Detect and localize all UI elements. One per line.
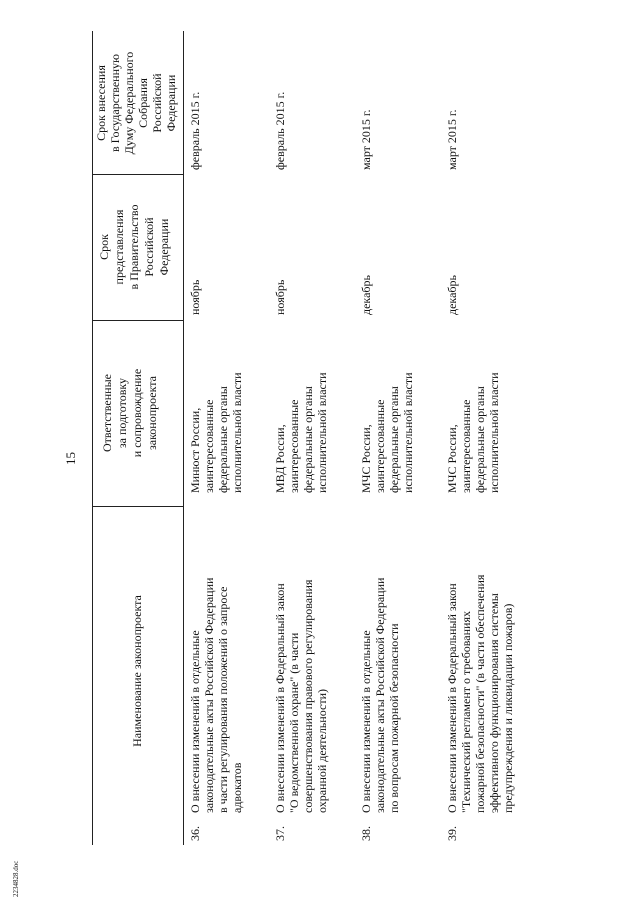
- bill-title: О внесении изменений в отдельные законодательные акты Российской Федерации по вопросам пожарной безопасности: [359, 577, 401, 813]
- header-name: Наименование законопроекта: [130, 595, 144, 747]
- responsible-bodies: МЧС России, заинтересованные федеральные органы исполнительной власти: [445, 372, 501, 493]
- row-number: 39.: [445, 826, 459, 841]
- bill-title: О внесении изменений в Федеральный закон "Технический регламент о требованиях пожарной безопасности" (в части обеспечения эффективного функционирования системы предупреждения и ликвидации пожаров): [445, 574, 515, 813]
- header-gov-deadline: Срок представления в Правительство Российской Федерации: [97, 204, 171, 290]
- page-number: 15: [63, 452, 78, 465]
- duma-deadline: февраль 2015 г.: [188, 91, 202, 170]
- bill-title: О внесении изменений в отдельные законодательные акты Российской Федерации в части регулирования положений о запросе адвокатов: [188, 577, 244, 813]
- responsible-bodies: МЧС России, заинтересованные федеральные органы исполнительной власти: [359, 372, 415, 493]
- duma-deadline: март 2015 г.: [445, 109, 459, 170]
- duma-deadline: март 2015 г.: [359, 109, 373, 170]
- duma-deadline: февраль 2015 г.: [273, 91, 287, 170]
- gov-deadline: ноябрь: [188, 279, 202, 315]
- row-number: 38.: [359, 826, 373, 841]
- responsible-bodies: Минюст России, заинтересованные федеральные органы исполнительной власти: [188, 372, 244, 493]
- row-number: 37.: [273, 826, 287, 841]
- header-responsible: Ответственные за подготовку и сопровождение законопроекта: [100, 368, 159, 458]
- table-top-rule: [92, 31, 93, 845]
- header-bottom-rule: [183, 31, 184, 845]
- gov-deadline: декабрь: [359, 275, 373, 315]
- document-code: 2234828.doc: [12, 860, 20, 897]
- bill-title: О внесении изменений в Федеральный закон "О ведомственной охране" (в части совершенствования правового регулирования охранной деятельности): [273, 579, 329, 813]
- gov-deadline: декабрь: [445, 275, 459, 315]
- gov-deadline: ноябрь: [273, 279, 287, 315]
- responsible-bodies: МВД России, заинтересованные федеральные органы исполнительной власти: [273, 372, 329, 493]
- header-duma-deadline: Срок внесения в Государственную Думу Федерального Собрания Российской Федерации: [94, 51, 178, 155]
- row-number: 36.: [188, 826, 202, 841]
